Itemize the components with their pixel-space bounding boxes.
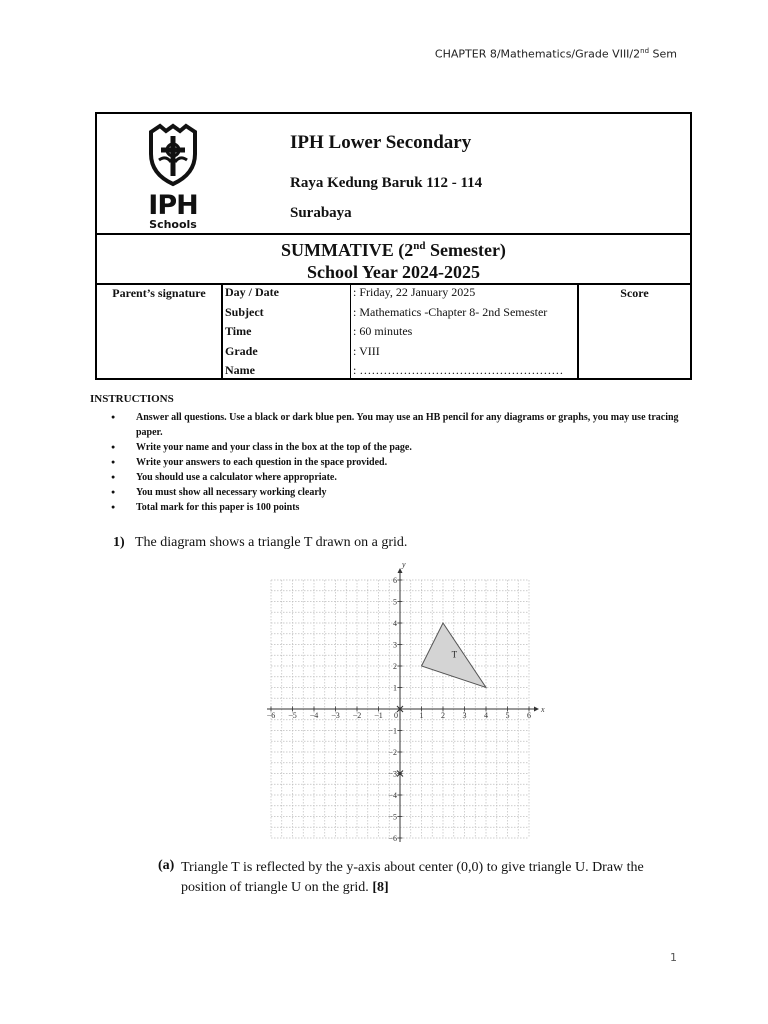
x-tick-label: 5 xyxy=(505,711,510,720)
x-tick-label: −2 xyxy=(352,711,362,720)
instruction-item: ● Answer all questions. Use a black or dark blue pen. You may use an HB pencil for any diagrams or graphs, you may use tracing paper. xyxy=(108,410,698,440)
x-tick-label: 2 xyxy=(441,711,445,720)
parent-signature-cell[interactable] xyxy=(97,283,223,378)
info-label: Subject xyxy=(225,304,264,319)
instruction-item: ● Write your name and your class in the box at the top of the page. xyxy=(108,440,698,455)
exam-title-row xyxy=(97,233,690,285)
part-a-text: Triangle T is reflected by the y-axis about center (0,0) to give triangle U. Draw the position of triangle U on the grid. [8] xyxy=(181,860,644,895)
y-tick-label: 5 xyxy=(393,597,397,607)
y-axis-label: y xyxy=(402,560,406,569)
grade-value: : VIII xyxy=(353,343,380,358)
instruction-item: ● You should use a calculator where appropriate. xyxy=(108,470,698,485)
x-tick-label: −5 xyxy=(288,711,297,720)
x-tick-label: 3 xyxy=(462,711,467,720)
y-tick-label: 2 xyxy=(393,662,397,671)
parent-signature-label: Parent’s signature xyxy=(112,286,206,300)
time-value: : 60 minutes xyxy=(353,324,413,338)
y-tick-label: 6 xyxy=(393,576,397,585)
part-a-label: (a) xyxy=(158,858,175,873)
part-a-marks: [8] xyxy=(372,880,389,895)
subject-value: : Mathematics -Chapter 8- 2nd Semester xyxy=(353,304,548,319)
x-axis-label: x xyxy=(541,705,545,714)
info-labels xyxy=(223,283,351,378)
coordinate-grid[interactable] xyxy=(268,555,550,845)
instructions-heading: INSTRUCTIONS xyxy=(90,393,174,405)
question-number: 1) xyxy=(113,535,125,550)
y-tick-label: −6 xyxy=(388,834,397,843)
exam-title: SUMMATIVE (2nd Semester) xyxy=(281,240,506,260)
school-info-row xyxy=(97,114,690,235)
exam-header-box xyxy=(95,112,692,380)
x-tick-label: −3 xyxy=(331,711,340,720)
info-label: Day / Date xyxy=(225,285,279,299)
x-tick-label: −4 xyxy=(309,711,319,720)
logo-iph-text: IPH xyxy=(148,190,198,221)
y-tick-label: 4 xyxy=(393,619,397,628)
x-tick-label: 6 xyxy=(527,711,531,720)
y-tick-label: −3 xyxy=(388,769,397,779)
triangle-t-label: T xyxy=(451,649,458,660)
info-label: Time xyxy=(225,324,252,338)
score-cell[interactable] xyxy=(579,283,690,378)
school-name: IPH Lower Secondary xyxy=(290,132,472,153)
date-value: : Friday, 22 January 2025 xyxy=(353,285,476,299)
y-tick-label: −5 xyxy=(388,812,397,822)
y-tick-label: −1 xyxy=(388,726,397,736)
y-tick-label: −4 xyxy=(388,791,397,800)
instruction-item: ● Write your answers to each question in the space provided. xyxy=(108,455,698,470)
y-tick-label: 3 xyxy=(393,640,397,650)
instruction-item: ● Total mark for this paper is 100 points xyxy=(108,500,698,515)
x-tick-label: −6 xyxy=(266,711,276,720)
info-label: Grade xyxy=(225,343,258,358)
school-logo xyxy=(143,124,203,230)
x-tick-label: 4 xyxy=(484,711,488,720)
info-label: Name xyxy=(225,363,255,377)
school-address-line1: Raya Kedung Baruk 112 - 114 xyxy=(290,175,483,191)
x-tick-label: 1 xyxy=(419,711,424,720)
x-tick-label: 0 xyxy=(394,711,398,720)
logo-schools-text: Schools xyxy=(149,218,197,231)
x-tick-label: −1 xyxy=(374,711,383,720)
school-year: School Year 2024-2025 xyxy=(307,262,480,282)
y-tick-label: 1 xyxy=(393,683,397,693)
instruction-item: ● You must show all necessary working clearly xyxy=(108,485,698,500)
school-address-line2: Surabaya xyxy=(290,205,352,221)
name-field[interactable]: : …………………………………………… xyxy=(353,363,564,377)
info-values xyxy=(351,283,579,378)
question-text: The diagram shows a triangle T drawn on a grid. xyxy=(135,535,408,550)
running-header: CHAPTER 8/Mathematics/Grade VIII/2nd Sem xyxy=(434,47,677,61)
page-number: 1 xyxy=(670,951,677,964)
score-label: Score xyxy=(620,286,649,300)
shield-icon xyxy=(147,124,199,186)
exam-info-row xyxy=(97,283,690,378)
y-tick-label: −2 xyxy=(388,748,397,757)
x-axis-arrow-icon xyxy=(534,707,539,712)
instructions-list xyxy=(108,410,698,515)
